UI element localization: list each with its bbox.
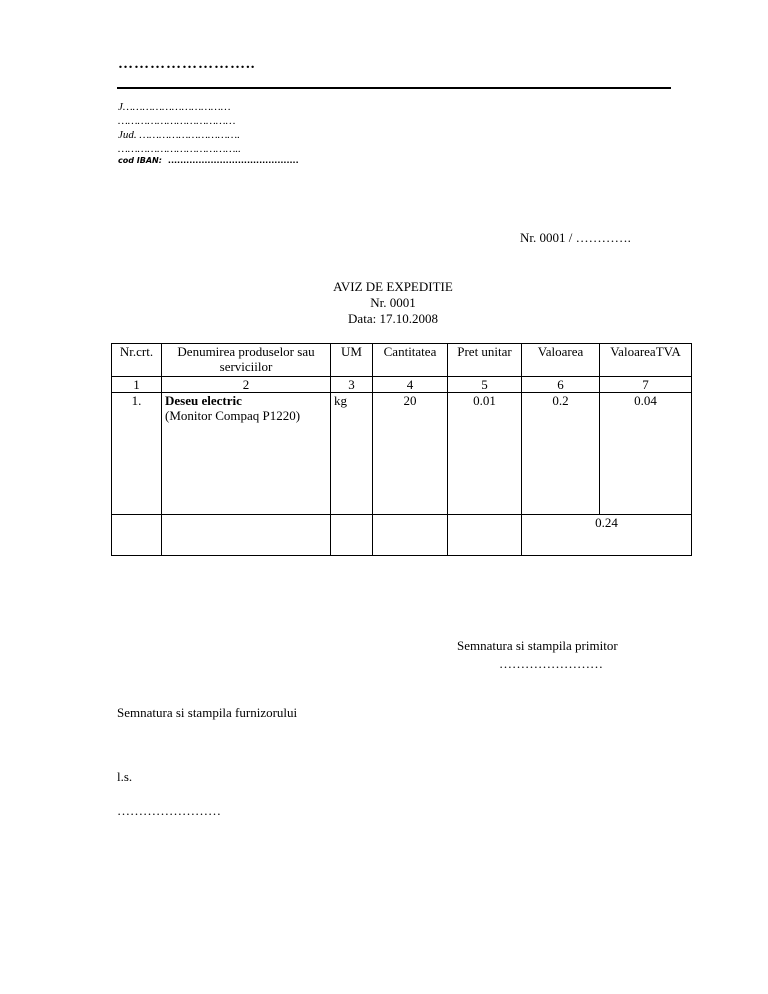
table-header-row [112, 344, 692, 377]
total-empty-cell [162, 515, 331, 556]
registration-line: J…………………………… [118, 101, 231, 113]
product-detail: (Monitor Compaq P1220) [165, 408, 301, 423]
total-empty-cell [331, 515, 373, 556]
total-row [112, 515, 692, 556]
column-number: 2 [162, 377, 331, 393]
row-vat: 0.04 [600, 393, 692, 515]
row-nr: 1. [112, 393, 162, 515]
row-qty: 20 [373, 393, 448, 515]
address-line: ……………………………….. [118, 143, 241, 155]
document-number: Nr. 0001 / …………. [520, 230, 631, 245]
total-empty-cell [112, 515, 162, 556]
column-header: UM [331, 344, 373, 377]
column-number: 5 [448, 377, 522, 393]
document-title: AVIZ DE EXPEDITIE [333, 279, 453, 294]
column-header: Valoarea [522, 344, 600, 377]
column-number: 3 [331, 377, 373, 393]
column-number: 7 [600, 377, 692, 393]
total-empty-cell [448, 515, 522, 556]
row-value: 0.2 [522, 393, 600, 515]
blank-line: ……………………………… [118, 115, 236, 127]
iban-label: cod IBAN: [118, 156, 162, 165]
receiver-signature-line: …………………… [499, 656, 603, 671]
total-empty-cell [373, 515, 448, 556]
table-row [112, 393, 692, 515]
column-header: Pret unitar [448, 344, 522, 377]
column-header: Cantitatea [373, 344, 448, 377]
county-line: Jud. …………………………. [118, 129, 240, 141]
iban-value: ........................................... [167, 156, 299, 165]
title-date: Data: 17.10.2008 [348, 311, 438, 326]
supplier-signature-line: …………………… [117, 803, 221, 818]
product-cell [162, 393, 331, 515]
seal-label: l.s. [117, 769, 133, 784]
column-number: 4 [373, 377, 448, 393]
row-um: kg [331, 393, 373, 515]
column-number: 6 [522, 377, 600, 393]
items-table [111, 343, 692, 556]
company-name: …………………….. [118, 56, 256, 72]
row-unit-price: 0.01 [448, 393, 522, 515]
header-divider [117, 87, 671, 89]
total-value: 0.24 [522, 515, 692, 556]
product-name: Deseu electric [165, 393, 242, 408]
column-header: Nr.crt. [112, 344, 162, 377]
title-number: Nr. 0001 [370, 295, 416, 310]
column-header: ValoareaTVA [600, 344, 692, 377]
column-number: 1 [112, 377, 162, 393]
iban-line [118, 156, 299, 165]
column-header: Denumirea produselor sau serviciilor [162, 344, 331, 377]
title-block [0, 279, 768, 327]
receiver-signature-label: Semnatura si stampila primitor [457, 638, 618, 653]
column-number-row [112, 377, 692, 393]
supplier-signature-label: Semnatura si stampila furnizorului [117, 705, 298, 720]
